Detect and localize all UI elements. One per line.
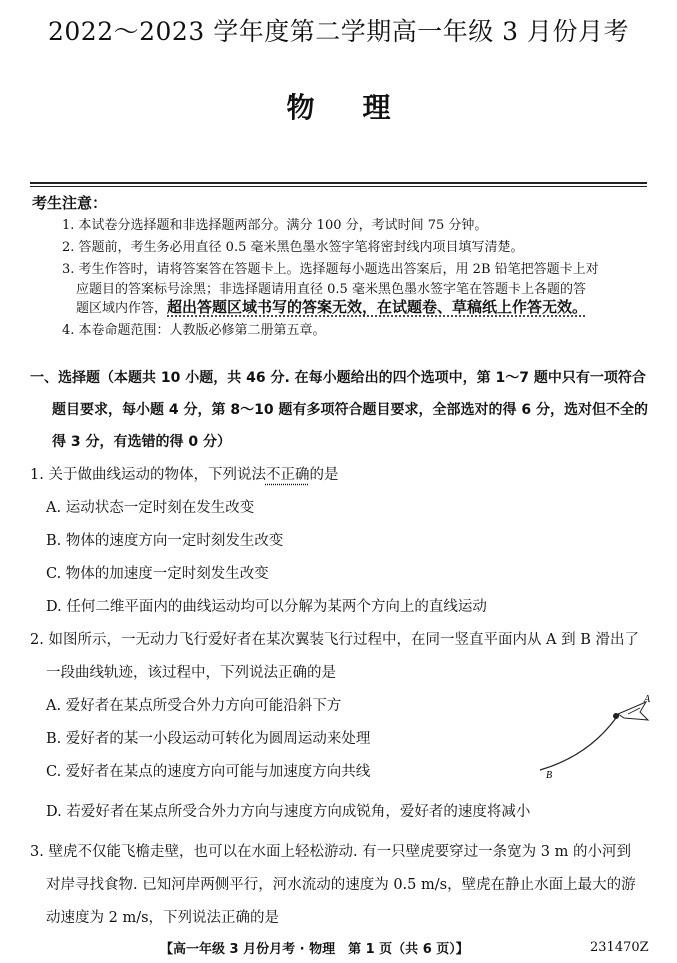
- question-3-stem: 对岸寻找食物. 已知河岸两侧平行，河水流动的速度为 0.5 m/s，壁虎在静止水面上最大的游: [46, 877, 636, 893]
- exam-title: 2022～2023 学年度第二学期高一年级 3 月份月考: [48, 17, 629, 46]
- q2-option-d: D. 若爱好者在某点所受合外力方向与速度方向成锐角，爱好者的速度将减小: [46, 804, 531, 820]
- q1-option-c: C. 物体的加速度一定时刻发生改变: [46, 566, 269, 582]
- question-2-stem: 2. 如图所示，一无动力飞行爱好者在某次翼装飞行过程中，在同一竖直平面内从 A 到 B 滑出了: [30, 632, 640, 648]
- notice-item-part: 题区域内作答，: [76, 301, 168, 316]
- footer-code: 231470Z: [590, 940, 649, 955]
- notice-item: 3. 考生作答时，请将答案答在答题卡上。选择题每小题选出答案后，用 2B 铅笔把答题卡上对: [62, 262, 599, 277]
- question-1-stem: [30, 463, 338, 484]
- q1-emphasis: 不正确: [265, 467, 310, 483]
- q1-stem-part: 的是: [309, 467, 339, 483]
- notice-item: 1. 本试卷分选择题和非选择题两部分。满分 100 分，考试时间 75 分钟。: [62, 218, 488, 233]
- label-b: B: [546, 770, 553, 781]
- trajectory-curve: [540, 718, 616, 770]
- q1-option-a: A. 运动状态一定时刻在发生改变: [46, 500, 255, 516]
- q2-option-a: A. 爱好者在某点所受合外力方向可能沿斜下方: [46, 698, 342, 714]
- notice-item: 应题目的答案标号涂黑；非选择题请用直径 0.5 毫米黑色墨水签字笔在答题卡上各题的答: [76, 282, 586, 297]
- section-instructions: 一、选择题（本题共 10 小题，共 46 分. 在每小题给出的四个选项中，第 1～7 题中只有一项符合: [30, 370, 646, 386]
- q1-stem-part: 1. 关于做曲线运动的物体，下列说法: [30, 467, 266, 483]
- notice-warning: 超出答题区域书写的答案无效，在试题卷、草稿纸上作答无效。: [167, 298, 588, 316]
- label-a: A: [644, 694, 651, 705]
- footer-page-info-text: 【高一年级 3 月份月考 · 物理 第 1 页（共 6 页）】: [160, 942, 469, 957]
- notice-item: [76, 296, 587, 317]
- q1-option-b: B. 物体的速度方向一定时刻发生改变: [46, 533, 284, 549]
- divider-thin: [30, 186, 647, 187]
- q2-option-b: B. 爱好者的某一小段运动可转化为圆周运动来处理: [46, 731, 371, 747]
- footer-page-info: [160, 938, 469, 957]
- q2-figure-trajectory: [528, 690, 660, 782]
- q2-option-c: C. 爱好者在某点的速度方向可能与加速度方向共线: [46, 764, 371, 780]
- question-3-stem: 动速度为 2 m/s，下列说法正确的是: [46, 910, 280, 926]
- subject-title: 物理: [286, 91, 439, 124]
- divider-thick: [30, 182, 647, 184]
- q1-option-d: D. 任何二维平面内的曲线运动均可以分解为某两个方向上的直线运动: [46, 599, 487, 615]
- section-instructions: 题目要求，每小题 4 分，第 8～10 题有多项符合题目要求，全部选对的得 6 分，选对但不全的: [52, 402, 648, 418]
- notice-item: 4. 本卷命题范围：人教版必修第二册第五章。: [62, 323, 326, 338]
- section-instructions: 得 3 分，有选错的得 0 分）: [52, 434, 231, 450]
- notice-heading: 考生注意：: [32, 194, 108, 212]
- notice-item: 2. 答题前，考生务必用直径 0.5 毫米黑色墨水签字笔将密封线内项目填写清楚。: [62, 240, 524, 255]
- question-2-stem: 一段曲线轨迹，该过程中，下列说法正确的是: [46, 665, 336, 681]
- question-3-stem: 3. 壁虎不仅能飞檐走壁，也可以在水面上轻松游动. 有一只壁虎要穿过一条宽为 3 m 的小河到: [30, 844, 631, 860]
